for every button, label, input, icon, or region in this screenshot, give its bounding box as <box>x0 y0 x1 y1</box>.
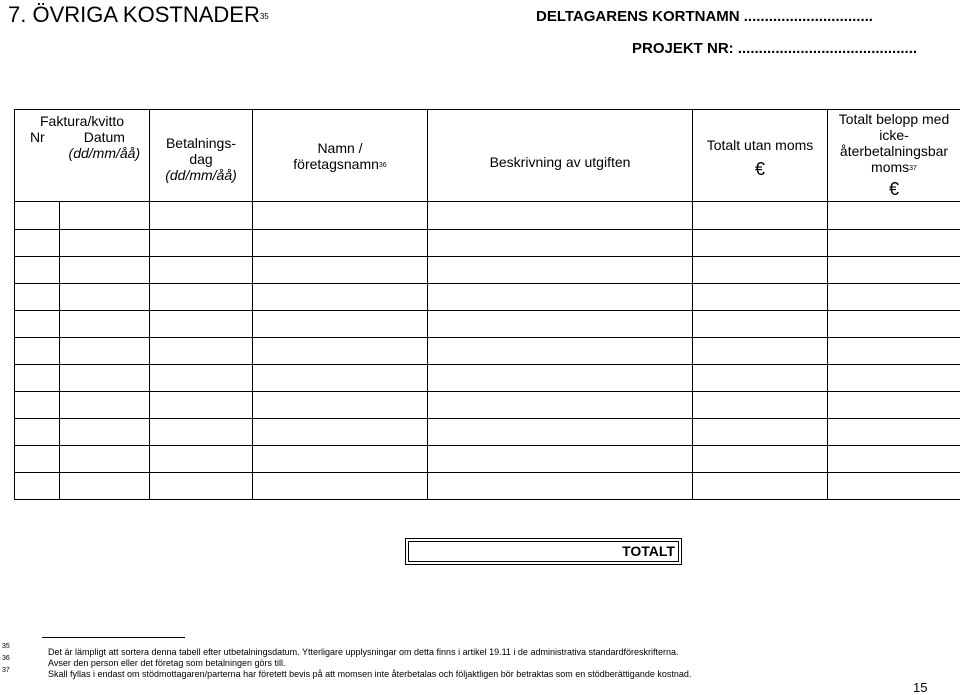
table-cell[interactable] <box>15 284 60 311</box>
col-med-moms-label-1: Totalt belopp med <box>828 111 960 127</box>
table-cell[interactable] <box>15 392 60 419</box>
table-cell[interactable] <box>15 230 60 257</box>
table-cell[interactable] <box>253 392 428 419</box>
table-row <box>15 284 960 311</box>
table-cell[interactable] <box>60 419 150 446</box>
table-cell[interactable] <box>428 257 693 284</box>
table-header-row <box>15 110 960 202</box>
table-cell[interactable] <box>150 473 253 500</box>
table-cell[interactable] <box>253 338 428 365</box>
table-cell[interactable] <box>15 311 60 338</box>
table-row <box>15 365 960 392</box>
col-namn-label-2: företagsnamn <box>293 156 379 172</box>
col-med-moms-label-2: icke- <box>828 127 960 143</box>
table-cell[interactable] <box>428 473 693 500</box>
title-footnote-ref: 35 <box>260 12 269 21</box>
table-cell[interactable] <box>150 446 253 473</box>
col-namn-header <box>253 110 428 202</box>
col-med-moms-label-3: återbetalningsbar <box>828 143 960 159</box>
total-box <box>405 538 682 565</box>
invoice-group-header <box>15 110 150 202</box>
table-cell[interactable] <box>15 473 60 500</box>
table-cell[interactable] <box>15 419 60 446</box>
table-cell[interactable] <box>693 392 828 419</box>
table-cell[interactable] <box>60 446 150 473</box>
expense-table <box>14 109 960 500</box>
table-cell[interactable] <box>15 257 60 284</box>
footnote-number: 35 <box>2 643 10 650</box>
table-cell[interactable] <box>828 392 960 419</box>
col-med-moms-footnote-ref: 37 <box>909 165 917 172</box>
table-cell[interactable] <box>150 257 253 284</box>
col-beskrivning-label: Beskrivning av utgiften <box>428 154 692 170</box>
table-cell[interactable] <box>60 230 150 257</box>
table-row <box>15 419 960 446</box>
table-cell[interactable] <box>693 419 828 446</box>
table-cell[interactable] <box>693 338 828 365</box>
footnote-text: Avser den person eller det företag som betalningen görs till. <box>48 658 285 668</box>
page-title <box>8 2 269 28</box>
footnote-number: 36 <box>2 655 10 662</box>
table-cell[interactable] <box>428 446 693 473</box>
table-cell[interactable] <box>693 257 828 284</box>
table-cell[interactable] <box>693 473 828 500</box>
table-cell[interactable] <box>253 419 428 446</box>
page-title-text: 7. ÖVRIGA KOSTNADER <box>8 2 260 27</box>
table-cell[interactable] <box>15 338 60 365</box>
table-cell[interactable] <box>693 446 828 473</box>
table-cell[interactable] <box>150 311 253 338</box>
table-row <box>15 338 960 365</box>
table-cell[interactable] <box>828 473 960 500</box>
invoice-group-label: Faktura/kvitto <box>15 110 149 129</box>
col-betalningsdag-label-2: dag <box>150 151 252 167</box>
total-label: TOTALT <box>622 543 675 559</box>
table-row <box>15 311 960 338</box>
table-cell[interactable] <box>253 365 428 392</box>
col-med-moms-label-4: moms <box>871 159 909 175</box>
table-cell[interactable] <box>150 419 253 446</box>
table-cell[interactable] <box>150 365 253 392</box>
table-cell[interactable] <box>428 230 693 257</box>
col-datum-label: Datum <box>60 129 149 145</box>
table-row <box>15 446 960 473</box>
col-utan-moms-label: Totalt utan moms <box>693 137 827 153</box>
table-cell[interactable] <box>828 257 960 284</box>
table-cell[interactable] <box>428 311 693 338</box>
table-cell[interactable] <box>60 284 150 311</box>
table-cell[interactable] <box>428 419 693 446</box>
participant-shortname-field[interactable]: DELTAGARENS KORTNAMN ............................... <box>536 8 873 25</box>
project-number-field[interactable]: PROJEKT NR: ........................................... <box>632 40 917 57</box>
col-utan-moms-header <box>693 110 828 202</box>
table-cell[interactable] <box>15 446 60 473</box>
table-cell[interactable] <box>253 257 428 284</box>
table-cell[interactable] <box>828 338 960 365</box>
table-cell[interactable] <box>60 202 150 230</box>
table-cell[interactable] <box>828 311 960 338</box>
col-nr-header: Nr <box>15 129 60 161</box>
table-cell[interactable] <box>828 446 960 473</box>
table-cell[interactable] <box>693 230 828 257</box>
table-cell[interactable] <box>253 446 428 473</box>
table-cell[interactable] <box>60 338 150 365</box>
table-cell[interactable] <box>428 338 693 365</box>
table-cell[interactable] <box>60 365 150 392</box>
footnote-text: Det är lämpligt att sortera denna tabell efter utbetalningsdatum. Ytterligare upplysningar om detta finns i artikel 19.11 i de administrativa standardföreskrifterna. <box>48 647 679 657</box>
col-namn-footnote-ref: 36 <box>379 162 387 169</box>
col-datum-format: (dd/mm/åå) <box>60 145 149 161</box>
table-row <box>15 202 960 230</box>
table-cell[interactable] <box>253 230 428 257</box>
table-cell[interactable] <box>428 365 693 392</box>
table-cell[interactable] <box>828 419 960 446</box>
table-cell[interactable] <box>60 257 150 284</box>
col-med-moms-header <box>828 110 960 202</box>
table-cell[interactable] <box>150 338 253 365</box>
table-cell[interactable] <box>428 392 693 419</box>
table-cell[interactable] <box>693 311 828 338</box>
table-cell[interactable] <box>60 392 150 419</box>
footnote-number: 37 <box>2 667 10 674</box>
footnote-divider <box>42 637 185 638</box>
table-cell[interactable] <box>828 230 960 257</box>
table-cell[interactable] <box>150 202 253 230</box>
table-row <box>15 257 960 284</box>
col-datum-header <box>60 129 149 161</box>
table-row <box>15 230 960 257</box>
footnote-text: Skall fyllas i endast om stödmottagaren/parterna har företett bevis på att momsen inte återbetalas och följaktligen bör betraktas som en stödberättigande kostnad. <box>48 669 691 679</box>
table-body <box>15 202 960 500</box>
col-betalningsdag-format: (dd/mm/åå) <box>150 167 252 183</box>
table-cell[interactable] <box>253 202 428 230</box>
table-cell[interactable] <box>15 365 60 392</box>
table-cell[interactable] <box>828 365 960 392</box>
page-number: 15 <box>913 680 927 695</box>
table-cell[interactable] <box>253 473 428 500</box>
table-cell[interactable] <box>253 284 428 311</box>
col-beskrivning-header <box>428 110 693 202</box>
euro-icon: € <box>828 179 960 199</box>
euro-icon: € <box>693 159 827 179</box>
table-cell[interactable] <box>60 473 150 500</box>
col-betalningsdag-label-1: Betalnings- <box>150 135 252 151</box>
table-cell[interactable] <box>828 202 960 230</box>
table-cell[interactable] <box>693 284 828 311</box>
table-cell[interactable] <box>693 365 828 392</box>
table-cell[interactable] <box>15 202 60 230</box>
table-cell[interactable] <box>150 392 253 419</box>
table-cell[interactable] <box>60 311 150 338</box>
table-cell[interactable] <box>428 284 693 311</box>
table-cell[interactable] <box>253 311 428 338</box>
table-row <box>15 392 960 419</box>
table-cell[interactable] <box>428 202 693 230</box>
table-cell[interactable] <box>150 284 253 311</box>
table-cell[interactable] <box>828 284 960 311</box>
table-cell[interactable] <box>693 202 828 230</box>
col-betalningsdag-header <box>150 110 253 202</box>
table-cell[interactable] <box>150 230 253 257</box>
table-row <box>15 473 960 500</box>
col-namn-label-1: Namn / <box>253 140 427 156</box>
